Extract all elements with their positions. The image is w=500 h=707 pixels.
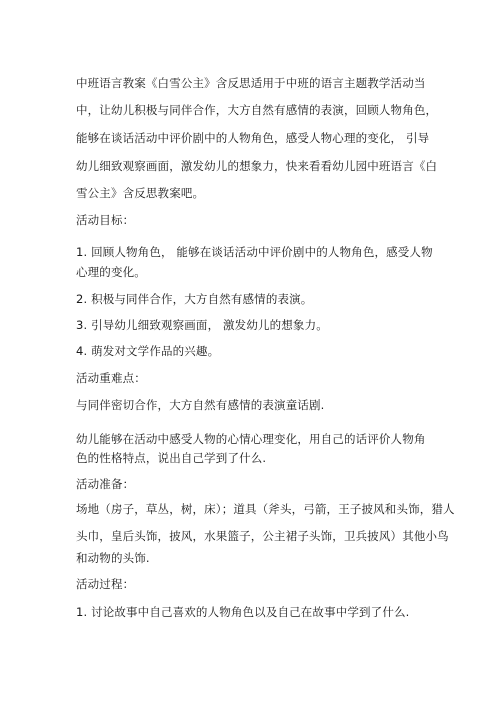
intro-line-2: 中，让幼儿积极与同伴合作，大方自然有感情的表演，回顾人物角色， xyxy=(76,103,438,117)
goal-line-3: 2. 积极与同伴合作，大方自然有感情的表演。 xyxy=(76,292,313,306)
goals-heading: 活动目标： xyxy=(76,213,135,227)
prep-line-2: 头巾，皇后头饰，披风，水果篮子，公主裙子头饰，卫兵披风）其他小鸟 xyxy=(76,529,449,543)
prep-line-3: 和动物的头饰. xyxy=(76,551,150,565)
prep-line-1: 场地（房子，草丛，树，床）；道具（斧头，弓箭，王子披风和头饰，猎人 xyxy=(76,502,455,516)
goal-line-2: 心理的变化。 xyxy=(76,265,146,279)
key-line-3: 色的性格特点，说出自己学到了什么. xyxy=(76,451,267,465)
intro-line-3: 能够在谈话活动中评价剧中的人物角色，感受人物心理的变化， 引导 xyxy=(76,131,430,145)
goal-line-4: 3. 引导幼儿细致观察画面， 激发幼儿的想象力。 xyxy=(76,318,328,332)
key-heading: 活动重难点： xyxy=(76,371,146,385)
intro-line-1: 中班语言教案《白雪公主》含反思适用于中班的语言主题教学活动当 xyxy=(76,76,426,90)
intro-line-5: 雪公主》含反思教案吧。 xyxy=(76,186,205,200)
process-line-1: 1. 讨论故事中自己喜欢的人物角色以及自己在故事中学到了什么. xyxy=(76,605,410,619)
goal-line-5: 4. 萌发对文学作品的兴趣。 xyxy=(76,344,220,358)
prep-heading: 活动准备： xyxy=(76,477,135,491)
key-line-1: 与同伴密切合作，大方自然有感情的表演童话剧. xyxy=(76,398,325,412)
goal-line-1: 1. 回顾人物角色， 能够在谈话活动中评价剧中的人物角色，感受人物 xyxy=(76,245,433,259)
intro-line-4: 幼儿细致观察画面，激发幼儿的想象力，快来看看幼儿园中班语言《白 xyxy=(76,159,438,173)
process-heading: 活动过程： xyxy=(76,577,135,591)
key-line-2: 幼儿能够在活动中感受人物的心情心理变化，用自己的话评价人物角 xyxy=(76,432,426,446)
